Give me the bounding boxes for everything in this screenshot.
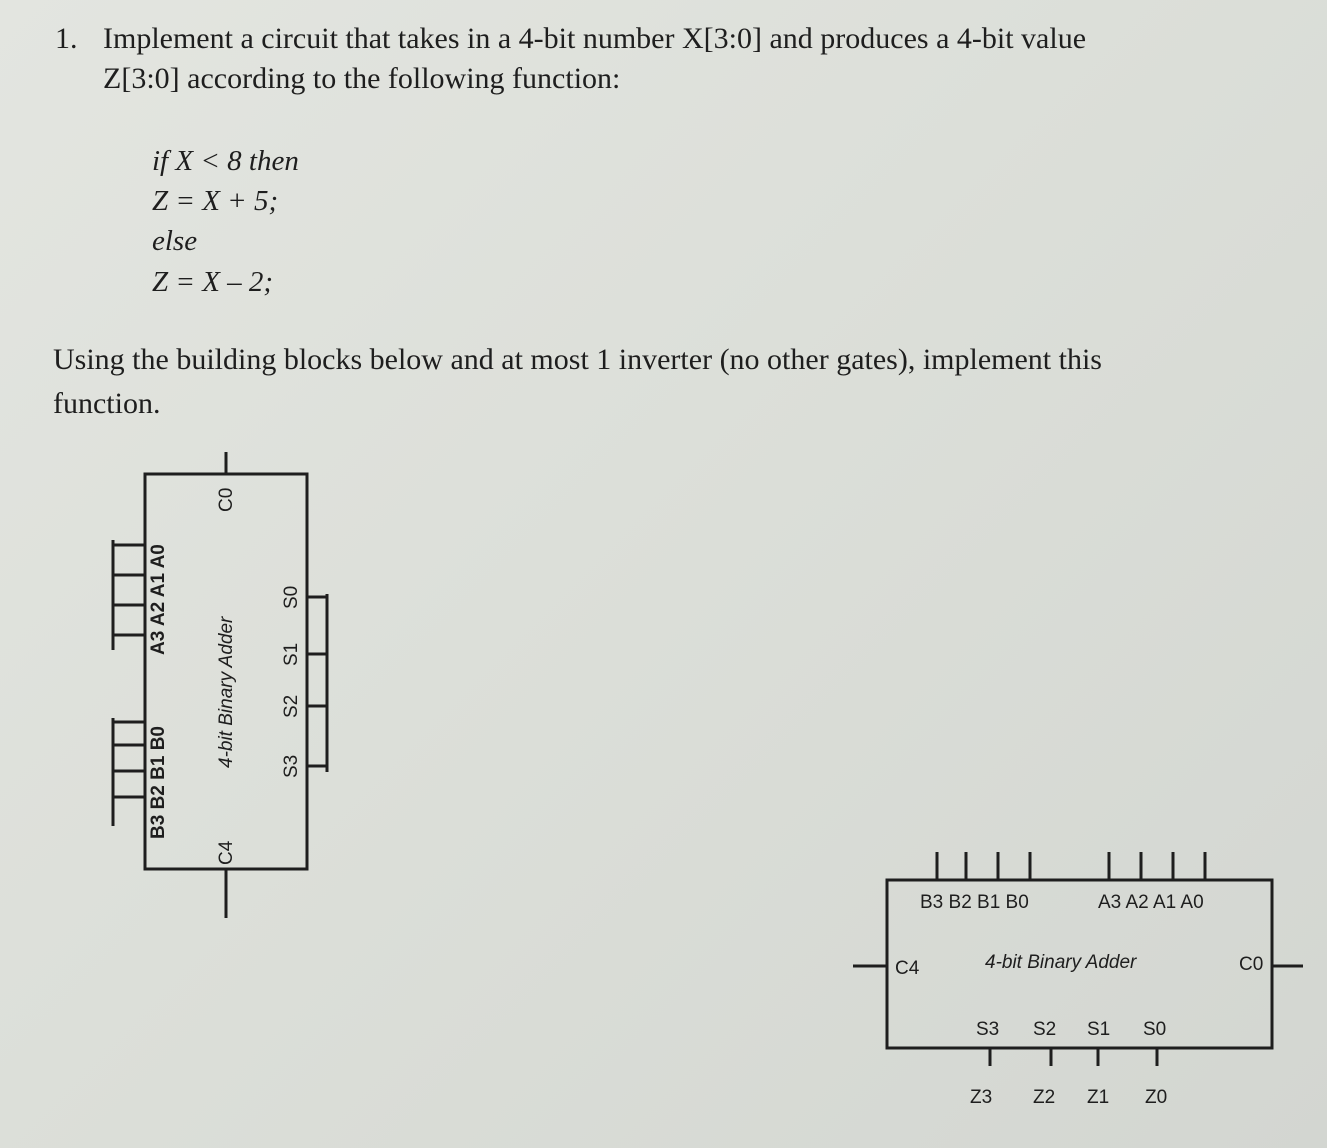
adder-horizontal-b-label: B3 B2 B1 B0 bbox=[920, 892, 1029, 913]
adder-rotated-s1-label: S1 bbox=[281, 642, 302, 666]
adder-rotated-s2-label: S2 bbox=[281, 694, 302, 718]
adder-horizontal-z0-label: Z0 bbox=[1145, 1087, 1168, 1108]
adder-rotated-s3-label: S3 bbox=[281, 754, 302, 778]
adder-horizontal-s0-label: S0 bbox=[1143, 1019, 1167, 1040]
adder-horizontal-s2-label: S2 bbox=[1033, 1019, 1057, 1040]
question-number: 1. bbox=[55, 22, 78, 55]
adder-horizontal-a-label: A3 A2 A1 A0 bbox=[1098, 892, 1204, 913]
adder-horizontal-s1-label: S1 bbox=[1087, 1019, 1111, 1040]
adder-horizontal-s3-label: S3 bbox=[976, 1019, 1000, 1040]
adder-rotated-title: 4-bit Binary Adder bbox=[216, 616, 237, 768]
adder-rotated-b-label: B3 B2 B1 B0 bbox=[148, 726, 169, 839]
code-line-1: if X < 8 then bbox=[152, 145, 299, 177]
code-line-2: Z = X + 5; bbox=[152, 185, 279, 217]
adder-horizontal-z2-label: Z2 bbox=[1033, 1087, 1056, 1108]
adder-rotated-a-label: A3 A2 A1 A0 bbox=[148, 544, 169, 655]
instruction-line-1: Using the building blocks below and at most 1 inverter (no other gates), implement this bbox=[53, 343, 1102, 376]
adder-horizontal-c0-label: C0 bbox=[1239, 954, 1264, 975]
adder-horizontal-z1-label: Z1 bbox=[1087, 1087, 1110, 1108]
code-line-4: Z = X – 2; bbox=[152, 266, 274, 298]
instruction-line-2: function. bbox=[53, 387, 161, 420]
adder-rotated-c0-label: C0 bbox=[216, 487, 237, 512]
question-line-2: Z[3:0] according to the following function: bbox=[103, 62, 621, 95]
code-line-3: else bbox=[152, 225, 198, 257]
adder-horizontal-z3-label: Z3 bbox=[970, 1087, 993, 1108]
adder-rotated-s0-label: S0 bbox=[281, 585, 302, 609]
adder-horizontal-c4-label: C4 bbox=[895, 958, 920, 979]
question-line-1: Implement a circuit that takes in a 4-bit number X[3:0] and produces a 4-bit value bbox=[103, 22, 1087, 55]
adder-rotated-c4-label: C4 bbox=[216, 840, 237, 865]
adder-horizontal-title: 4-bit Binary Adder bbox=[985, 952, 1137, 973]
